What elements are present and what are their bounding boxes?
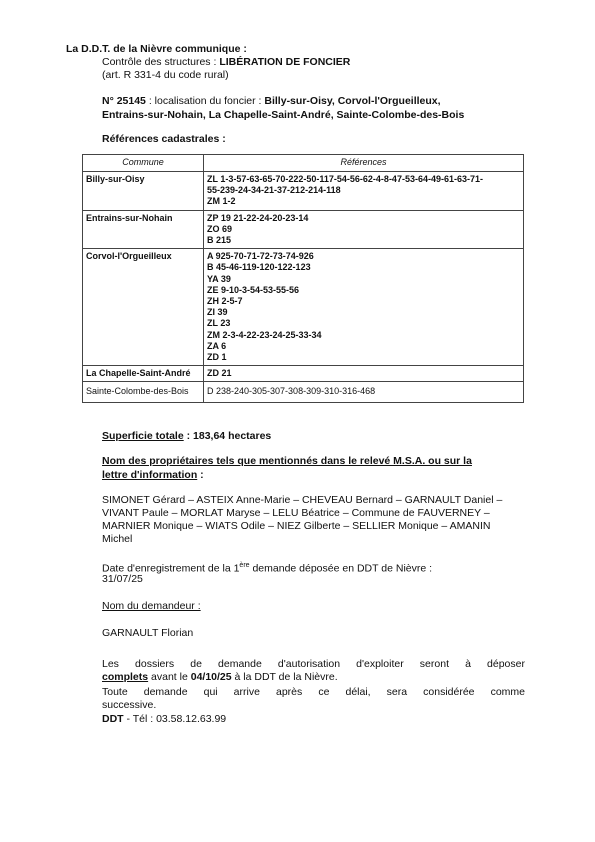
column-header-commune: Commune [83,155,204,172]
table-row [83,366,524,382]
contact-phone: - Tél : 03.58.12.63.99 [123,713,227,725]
registration-text-end: demande déposée en DDT de Nièvre : [249,562,433,575]
commune-cell: Entrains-sur-Nohain [83,210,204,249]
reference-line: A 925-70-71-72-73-74-926 [207,251,314,262]
deadline-location: à la DDT de la Nièvre. [231,671,338,683]
reference-line: ZL 23 [207,318,231,329]
commune-cell: Sainte-Colombe-des-Bois [83,382,204,402]
owners-list-line: MARNIER Monique – WIATS Odile – NIEZ Gilberte – SELLIER Monique – AMANIN [102,520,491,532]
registration-date-label [102,559,432,576]
deadline-line-4: successive. [102,699,157,711]
table-row [83,382,524,402]
table-row [83,249,524,366]
registration-ordinal: ère [239,562,250,569]
table-header-row [83,155,524,172]
reference-line: D 238-240-305-307-308-309-310-316-468 [207,386,376,397]
location-line-1: Billy-sur-Oisy, Corvol-l'Orgueilleux, [264,95,441,107]
owners-heading-colon: : [197,469,204,481]
reference-line: ZD 21 [207,368,232,379]
contact-line [102,713,226,726]
column-header-references: Références [204,155,524,172]
surface-label: Superficie totale [102,430,184,442]
owners-heading-line-2 [102,469,204,482]
reference-line: ZH 2-5-7 [207,296,243,307]
reference-line: ZI 39 [207,307,228,318]
article-reference: (art. R 331-4 du code rural) [102,69,229,81]
table-row [83,210,524,249]
deadline-date: 04/10/25 [190,671,232,683]
intro-text: La D.D.T. de la Nièvre communique : [66,43,247,55]
reference-line: ZL 1-3-57-63-65-70-222-50-117-54-56-62-4-8-47-53-64-49-61-63-71- [207,174,483,184]
owners-heading-line-1: Nom des propriétaires tels que mentionnés dans le relevé M.S.A. ou sur la [102,455,472,467]
references-cell [204,172,524,211]
surface-value: : 183,64 hectares [183,430,272,442]
references-cell [204,382,524,402]
commune-cell: La Chapelle-Saint-André [83,366,204,382]
deadline-before: avant le [148,671,191,683]
deadline-line-1: Les dossiers de demande d'autorisation d'exploiter seront à déposer [102,658,525,670]
reference-line: ZO 69 [207,223,233,234]
title-bold: LIBÉRATION DE FONCIER [219,56,351,68]
reference-line: B 215 [207,235,232,246]
owners-list-line: VIVANT Paule – MORLAT Maryse – LELU Béatrice – Commune de FAUVERNEY – [102,507,490,519]
contact-label: DDT [102,713,124,725]
owners-list-line: SIMONET Gérard – ASTEIX Anne-Marie – CHEVEAU Bernard – GARNAULT Daniel – [102,494,503,506]
owners-heading-text: lettre d'information [102,469,198,481]
references-cell [204,210,524,249]
total-surface [102,430,271,443]
deadline-line-2 [102,671,338,684]
reference-line: ZM 1-2 [207,196,236,207]
reference-line: YA 39 [207,273,231,284]
reference-line: ZD 1 [207,352,227,363]
cadastral-table [82,154,524,403]
reference-line: ZA 6 [207,340,227,351]
table-row [83,172,524,211]
structure-control-title [102,56,350,69]
reference-line: B 45-46-119-120-122-123 [207,262,311,273]
registration-text: Date d'enregistrement de la 1 [102,562,240,575]
dossier-number: N° 25145 [102,95,146,107]
deadline-line-3: Toute demande qui arrive après ce délai, sera considérée comme [102,686,525,698]
references-cell [204,366,524,382]
title-prefix: Contrôle des structures : [102,56,220,68]
reference-line: ZM 2-3-4-22-23-24-25-33-34 [207,329,322,340]
location-line-2: Entrains-sur-Nohain, La Chapelle-Saint-André, Sainte-Colombe-des-Bois [102,109,465,121]
requester-name: GARNAULT Florian [102,627,194,639]
registration-date: 31/07/25 [102,573,143,585]
commune-cell: Billy-sur-Oisy [83,172,204,211]
requester-heading: Nom du demandeur : [102,600,201,612]
commune-cell: Corvol-l'Orgueilleux [83,249,204,366]
location-label: : localisation du foncier : [145,95,265,107]
owners-list-line: Michel [102,533,133,545]
dossier-location [102,95,441,108]
references-cell [204,249,524,366]
cadastral-heading: Références cadastrales : [102,133,226,145]
reference-line: ZE 9-10-3-54-53-55-56 [207,284,300,295]
reference-line: 55-239-24-34-21-37-212-214-118 [207,185,341,196]
deadline-complets: complets [102,671,149,683]
reference-line: ZP 19 21-22-24-20-23-14 [207,212,309,223]
